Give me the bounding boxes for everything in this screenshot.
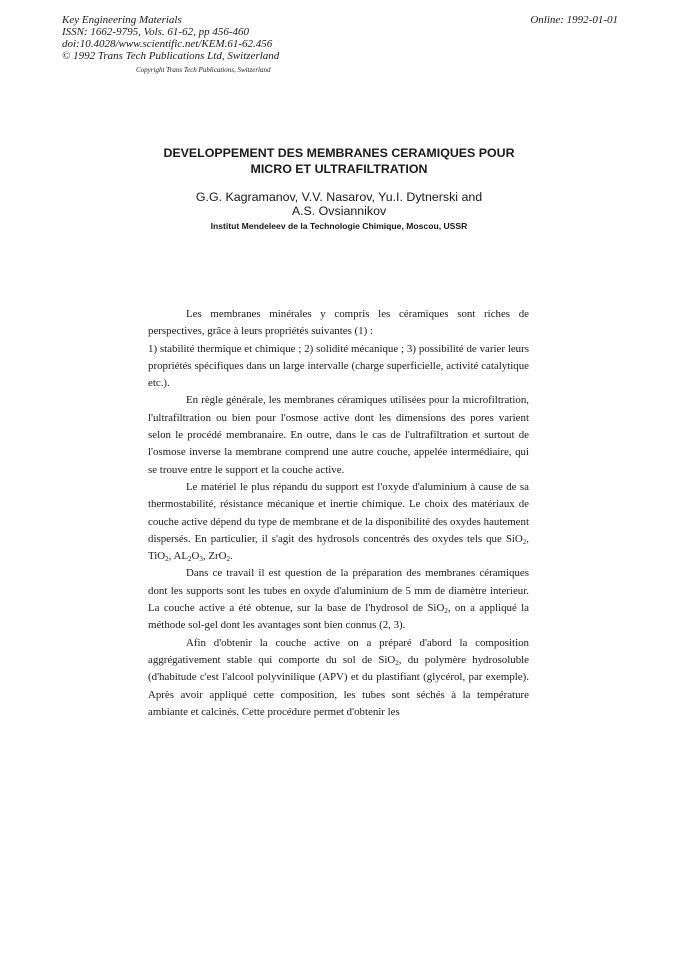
p4-text-a: Le matériel le plus répandu du support est l'oxyde d'aluminium à cause de sa thermostabilité, résistance mécanique et inertie chimique. Le choix des matériaux de couche active dépend du type de membrane et de la disponibilité des oxydes hautement dispersés. En particulier, il s'agit des hydrosols concentrés des oxydes tels que SiO (148, 480, 529, 545)
subscript: 2 (444, 607, 448, 616)
doi-line: doi:10.4028/www.scientific.net/KEM.61-62.456 (62, 38, 273, 50)
p5-text-b: , on a appliqué la méthode sol-gel dont les avantages sont bien connus (2, 3). (148, 602, 529, 632)
online-date: Online: 1992-01-01 (530, 14, 618, 26)
subscript: 2 (165, 555, 169, 564)
p4-text-e: , ZrO (202, 550, 227, 563)
author-list (100, 190, 578, 218)
journal-header (62, 14, 279, 62)
paragraph-6 (148, 635, 529, 721)
paragraph-5 (148, 565, 529, 634)
subscript: 2 (522, 537, 527, 546)
subscript: 3 (199, 555, 203, 564)
issn-line: ISSN: 1662-9795, Vols. 61-62, pp 456-460 (62, 26, 249, 38)
body-text (148, 306, 529, 721)
title-line-1: DEVELOPPEMENT DES MEMBRANES CERAMIQUES POUR (163, 146, 515, 160)
subscript: 2 (226, 555, 231, 564)
paragraph-1: Les membranes minérales y compris les céramiques sont riches de perspectives, grâce à leurs propriétés suivantes (1) : (148, 308, 529, 338)
p4-text-f: . (230, 550, 233, 563)
title-line-2: MICRO ET ULTRAFILTRATION (250, 162, 428, 176)
journal-name: Key Engineering Materials (62, 14, 182, 26)
authors-line-1: G.G. Kagramanov, V.V. Nasarov, Yu.I. Dytnerski and (195, 190, 483, 204)
paper-title (100, 145, 578, 177)
p6-text-b: , du polymère hydrosoluble (d'habitude c'est l'alcool polyvinilique (APV) et du plastifiant (glycérol, par exemple). Après avoir appliqué cette composition, les tubes sont séchés à la température ambiante et calcinés. Cette procédure permet d'obtenir les (148, 653, 530, 718)
p4-text-b: , TiO (148, 532, 529, 563)
copyright-line: © 1992 Trans Tech Publications Ltd, Switzerland (62, 50, 280, 62)
paragraph-4 (148, 479, 529, 565)
paragraph-3: En règle générale, les membranes céramiques utilisées pour la microfiltration, l'ultrafiltration ou bien pour l'osmose active dont les dimensions des pores varient selon le procédé membranaire. En outre, dans le cas de l'ultrafiltration et surtout de l'osmose inverse la membrane comprend une autre couche, appelée intermédiaire, qui se trouve entre le support et la couche active. (148, 394, 529, 476)
p5-text-a: Dans ce travail il est question de la préparation des membranes céramiques dont les supports sont les tubes en oxyde d'aluminium de 5 mm de diamètre interieur. La couche active a été obtenue, sur la base de l'hydrosol de SiO (148, 567, 529, 615)
p6-text-a: Afin d'obtenir la couche active on a préparé d'abord la composition aggrégativement stable qui comporte du sol de SiO (148, 636, 529, 666)
institution: Institut Mendeleev de la Technologie Chimique, Moscou, USSR (210, 221, 468, 231)
p4-text-d: O (191, 550, 200, 563)
subscript: 2 (395, 658, 399, 667)
p4-text-c: , AL (168, 550, 189, 563)
subscript: 2 (188, 555, 192, 564)
authors-line-2: A.S. Ovsiannikov (291, 204, 387, 218)
paragraph-2: 1) stabilité thermique et chimique ; 2) solidité mécanique ; 3) possibilité de varier leurs propriétés spécifiques dans un large intervalle (charge superficielle, activité catalytique etc.). (148, 342, 529, 390)
copyright-stamp: Copyright Trans Tech Publications, Switzerland (136, 66, 271, 74)
